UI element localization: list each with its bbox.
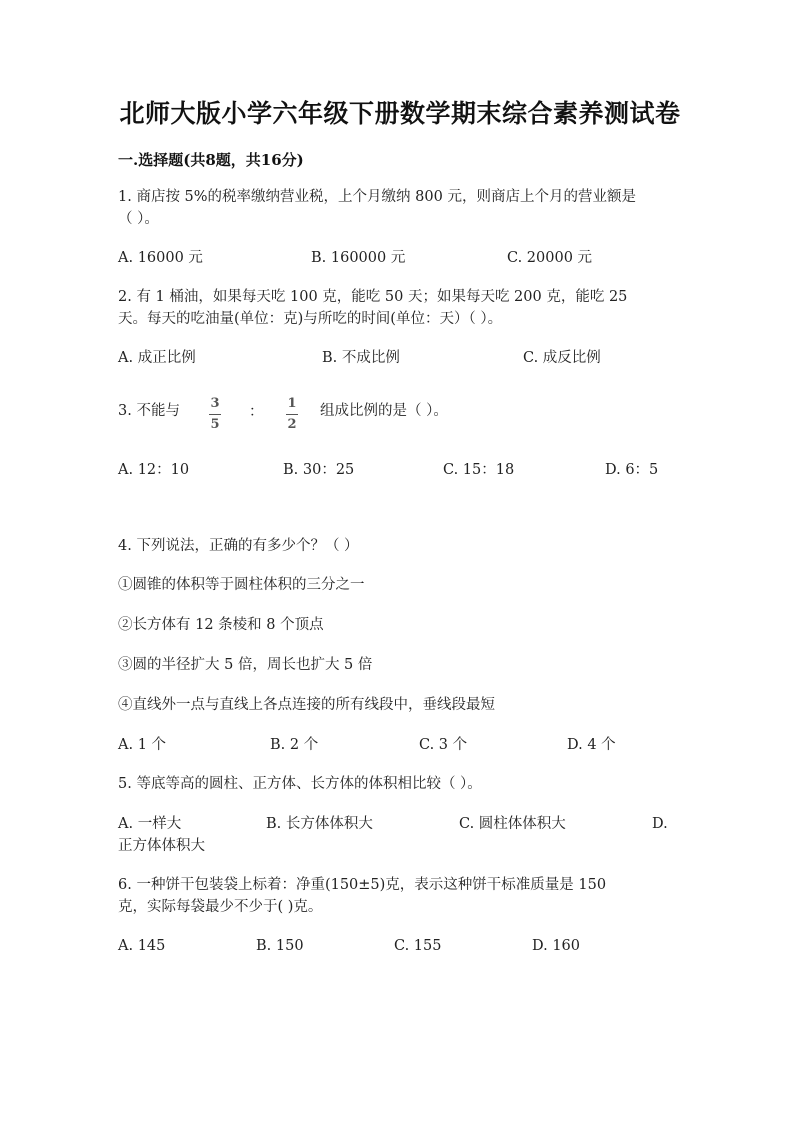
question-6-option-a: A. 145 [118, 938, 166, 954]
question-4-option-d: D. 4 个 [567, 737, 616, 753]
question-1-line-1: 1. 商店按 5%的税率缴纳营业税，上个月缴纳 800 元，则商店上个月的营业额是 [118, 189, 636, 205]
question-4-option-c: C. 3 个 [419, 737, 468, 753]
question-4-statement-3: ③圆的半径扩大 5 倍，周长也扩大 5 倍 [118, 657, 373, 673]
question-5-option-a: A. 一样大 [118, 816, 182, 832]
question-5-stem: 5. 等底等高的圆柱、正方体、长方体的体积相比较（ ）。 [118, 776, 482, 792]
question-4-statement-2: ②长方体有 12 条棱和 8 个顶点 [118, 617, 324, 633]
question-6-option-b: B. 150 [256, 938, 304, 954]
question-2-option-b: B. 不成比例 [322, 350, 400, 366]
question-3-option-b: B. 30：25 [283, 462, 355, 478]
question-6-line-1: 6. 一种饼干包装袋上标着：净重(150±5)克，表示这种饼干标准质量是 150 [118, 877, 607, 893]
question-5-option-c: C. 圆柱体体积大 [459, 816, 566, 832]
fraction-denominator: 2 [287, 417, 297, 432]
question-4-option-b: B. 2 个 [270, 737, 319, 753]
question-6-line-2: 克，实际每袋最少不少于( )克。 [118, 899, 323, 915]
fraction-bar [209, 414, 221, 415]
question-6-option-c: C. 155 [394, 938, 442, 954]
fraction-denominator: 5 [210, 417, 220, 432]
question-3-suffix: 组成比例的是（ ）。 [320, 403, 448, 419]
question-3-option-a: A. 12：10 [118, 462, 190, 478]
fraction-bar [286, 414, 298, 415]
question-3-option-c: C. 15：18 [443, 462, 515, 478]
question-2-option-a: A. 成正比例 [118, 350, 196, 366]
question-5-option-b: B. 长方体体积大 [266, 816, 373, 832]
page-title: 北师大版小学六年级下册数学期末综合素养测试卷 [119, 99, 681, 128]
question-4-statement-4: ④直线外一点与直线上各点连接的所有线段中，垂线段最短 [118, 697, 495, 713]
question-6-option-d: D. 160 [532, 938, 581, 954]
question-3-option-d: D. 6：5 [605, 462, 659, 478]
question-5-option-d-continued: 正方体体积大 [118, 838, 205, 854]
question-2-line-2: 天。每天的吃油量(单位：克)与所吃的时间(单位：天）（ ）。 [118, 311, 503, 327]
question-2-option-c: C. 成反比例 [523, 350, 601, 366]
section-heading: 一.选择题(共8题，共16分) [118, 151, 304, 169]
question-1-line-2: （ ）。 [118, 211, 159, 227]
question-1-option-b: B. 160000 元 [311, 250, 406, 266]
question-4-option-a: A. 1 个 [118, 737, 167, 753]
question-3-prefix: 3. 不能与 [118, 403, 180, 419]
fraction-three-fifths [209, 396, 221, 432]
question-4-stem: 4. 下列说法，正确的有多少个？（ ） [118, 538, 359, 554]
ratio-colon: ： [249, 404, 264, 420]
fraction-numerator: 3 [210, 396, 220, 411]
fraction-one-half [286, 396, 298, 432]
fraction-numerator: 1 [287, 396, 297, 411]
question-1-option-c: C. 20000 元 [507, 250, 593, 266]
question-4-statement-1: ①圆锥的体积等于圆柱体积的三分之一 [118, 577, 365, 593]
question-2-line-1: 2. 有 1 桶油，如果每天吃 100 克，能吃 50 天；如果每天吃 200 克，能吃 25 [118, 289, 628, 305]
question-5-option-d: D. [652, 816, 668, 832]
question-1-option-a: A. 16000 元 [118, 250, 203, 266]
